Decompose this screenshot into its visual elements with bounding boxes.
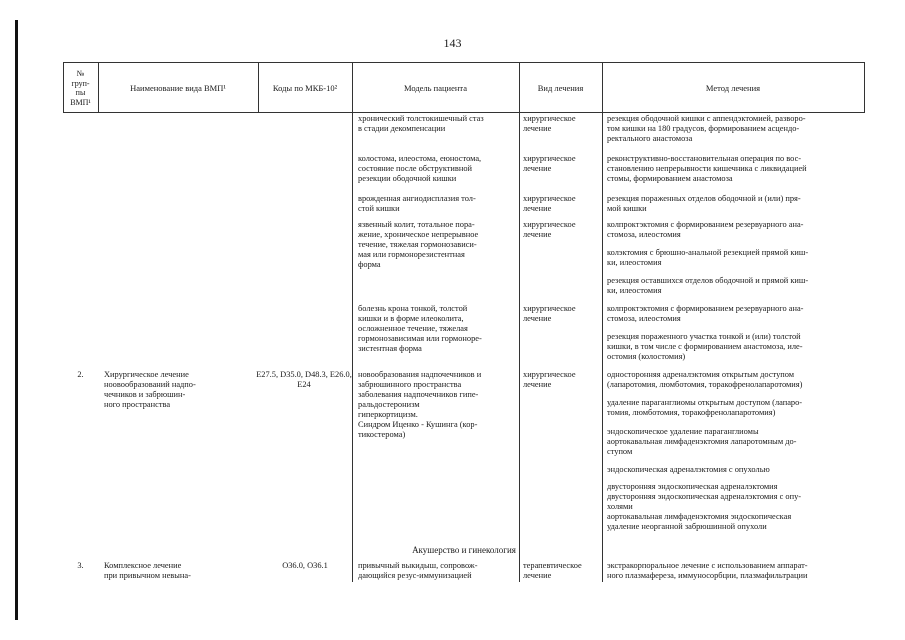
row1-treatment-type: хирургическое лечение	[523, 114, 576, 133]
group2-patient-model: новообразования надпочечников и забрюшинного пространства заболевания надпочечников гипе- ральдостеронизм гиперкортицизм. Синдром Иценко - Кушинга (кор- тикостерома)	[358, 370, 482, 439]
group2-method-4: эндоскопическая адреналэктомия с опухолью	[607, 465, 770, 474]
group2-icd-codes: E27.5, D35.0, D48.3, E26.0, E24	[256, 370, 352, 389]
group2-method-5: двусторонняя эндоскопическая адреналэктомия двусторонняя эндоскопическая адреналэктомия с опу- холями аортокавальная лимфаденэктомия эндоскопическая удаление неорганной забрюшинной опухоли	[607, 482, 802, 531]
row2-method: реконструктивно-восстановительная операция по вос- становлению непрерывности кишечника с ликвидацией стомы, формированием анастомоза	[607, 154, 807, 183]
row3-patient-model: врожденная ангиодисплазия тол- стой кишки	[358, 194, 476, 213]
row1-method: резекция ободочной кишки с аппендэктомией, разворо- том кишки на 180 градусов, формированием асцендо- ректального анастомоза	[607, 114, 806, 143]
header-bottom-border	[63, 112, 865, 113]
row3-treatment-type: хирургическое лечение	[523, 194, 576, 213]
column-border-5	[602, 62, 603, 582]
group3-patient-model: привычный выкидыш, сопровож- дающийся резус-иммунизацией	[358, 561, 478, 580]
row3-method: резекция пораженных отделов ободочной и (или) пря- мой кишки	[607, 194, 801, 213]
row5-method-1: колпроктэктомия с формированием резервуарного ана- стомоза, илеостомия	[607, 304, 804, 323]
header-treatment-method: Метод лечения	[705, 83, 761, 93]
column-border-right	[864, 62, 865, 112]
header-vmp-name: Наименование вида ВМП¹	[130, 83, 226, 93]
row4-method-2: колэктомия с брюшно-анальной резекцией прямой киш- ки, илеостомия	[607, 248, 809, 267]
row4-method-1: колпроктэктомия с формированием резервуарного ана- стомоза, илеостомия	[607, 220, 804, 239]
page-binding-edge	[15, 20, 18, 620]
row4-treatment-type: хирургическое лечение	[523, 220, 576, 239]
row5-patient-model: болезнь крона тонкой, толстой кишки и в форме илеоколита, осложненное течение, тяжелая гормонозависимая или гормоноре- зистентная форма	[358, 304, 482, 353]
group3-treatment-type: терапевтическое лечение	[523, 561, 582, 580]
row4-method-3: резекция оставшихся отделов ободочной и прямой киш- ки, илеостомия	[607, 276, 809, 295]
column-border-4	[519, 62, 520, 582]
row2-patient-model: колостома, илеостома, еюностома, состояние после обструктивной резекции ободочной кишки	[358, 154, 482, 183]
row5-method-2: резекция пораженного участка тонкой и (или) толстой кишки, в том числе с формированием анастомоза, иле- остомия (колостомия)	[607, 332, 803, 361]
group3-icd-codes: O36.0, O36.1	[282, 561, 328, 570]
row2-treatment-type: хирургическое лечение	[523, 154, 576, 173]
page-number: 143	[443, 36, 462, 50]
column-border-3	[352, 62, 353, 582]
table-top-border	[63, 62, 865, 63]
row1-patient-model: хронический толстокишечный стаз в стадии декомпенсации	[358, 114, 484, 133]
header-icd-codes: Коды по МКБ-10²	[272, 83, 338, 93]
group3-number: 3.	[77, 561, 84, 570]
group2-method-3: эндоскопическое удаление параганглиомы аортокавальная лимфаденэктомия лапаротомным до- ступом	[607, 427, 797, 456]
group2-method-1: односторонняя адреналэктомия открытым доступом (лапаротомия, люмботомия, торакофренолапаротомия)	[607, 370, 803, 389]
section-title: Акушерство и гинекология	[412, 545, 516, 555]
row5-treatment-type: хирургическое лечение	[523, 304, 576, 323]
group3-method: экстракорпоральное лечение с использованием аппарат- ного плазмафереза, иммуносорбции, плазмафильтрации	[607, 561, 808, 580]
header-treatment-type: Вид лечения	[537, 83, 584, 93]
group3-vmp-name: Комплексное лечение при привычном невына-	[104, 561, 191, 580]
group2-vmp-name: Хирургическое лечение ноовообразований надпо- чечников и забрюшин- ного пространства	[104, 370, 196, 409]
header-patient-model: Модель пациента	[403, 83, 468, 93]
group2-treatment-type: хирургическое лечение	[523, 370, 576, 389]
row4-patient-model: язвенный колит, тотальное пора- жение, хроническое непрерывное течение, тяжелая гормонозависи- мая или гормонорезистентная форма	[358, 220, 479, 269]
header-group-number: № груп- пы ВМП¹	[70, 69, 91, 107]
group2-method-2: удаление параганглиомы открытым доступом (лапаро- томия, люмботомия, торакофренолапаротомия)	[607, 398, 803, 417]
group2-number: 2.	[77, 370, 84, 379]
